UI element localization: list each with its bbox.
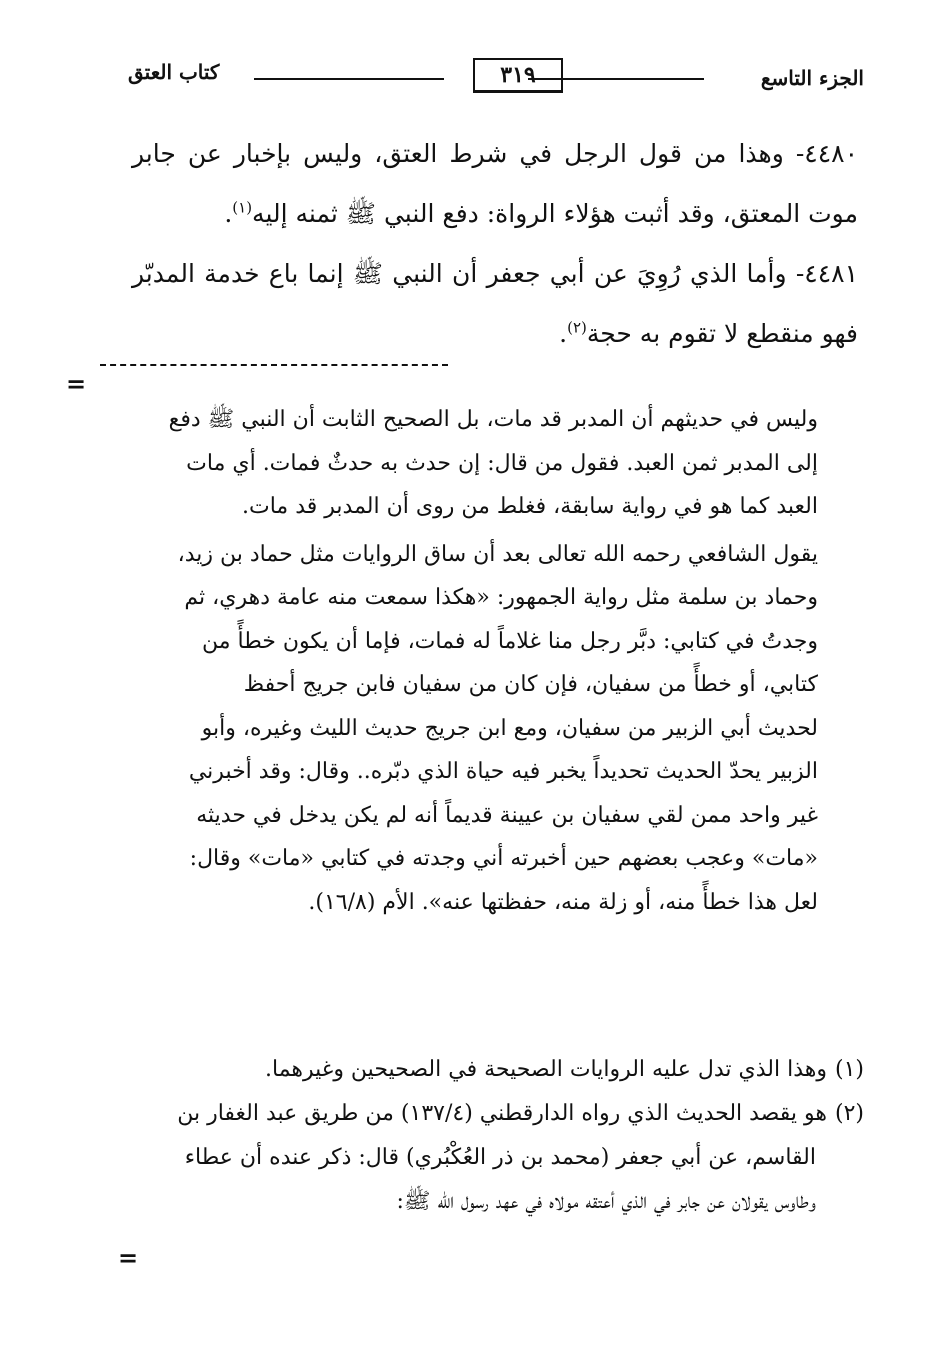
footnote-text: هو يقصد الحديث الذي رواه الدارقطني (١٣٧/٤) من طريق عبد الغفار بن — [177, 1101, 827, 1126]
header-part: الجزء التاسع — [760, 66, 864, 90]
running-header — [128, 48, 864, 92]
footnote-1 — [120, 1048, 864, 1092]
footnote-number: (٢) — [834, 1101, 864, 1126]
paragraph-end: . — [559, 319, 568, 348]
paragraph-end: . — [224, 199, 233, 228]
continuation-marker-top: = — [66, 369, 87, 398]
footnote-separator — [100, 364, 448, 366]
text-line: «مات» وعجب بعضهم حين أخبرته أني وجدته في كتابي «مات» وقال: — [189, 846, 818, 871]
paragraph-4480 — [132, 124, 858, 244]
text-line: كتابي، أو خطأً من سفيان، فإن كان من سفيان فابن جريج أحفظ — [243, 672, 818, 697]
footnote-continuation — [130, 398, 818, 924]
header-rule-left — [254, 78, 444, 80]
text-line: وحماد بن سلمة مثل رواية الجمهور: «هكذا سمعت منه عامة دهري، ثم — [184, 585, 818, 610]
footnotes — [120, 1048, 864, 1224]
footnote-line: وطاوس يقولان عن جابر في الذي أعتقه مولاه في عهد رسول الله ﷺ: — [396, 1189, 816, 1214]
footnote-ref-2[interactable]: (٢) — [567, 318, 587, 337]
text-line: يقول الشافعي رحمه الله تعالى بعد أن ساق الروايات مثل حماد بن زيد، — [177, 541, 818, 567]
footnote-text: وهذا الذي تدل عليه الروايات الصحيحة في الصحيحين وغيرهما. — [265, 1057, 827, 1082]
continuation-marker-bottom: = — [118, 1243, 139, 1272]
footnote-line: القاسم، عن أبي جعفر (محمد بن ذر العُكْبُري) قال: ذكر عنده أن عطاء — [184, 1145, 816, 1170]
page-number: ٣١٩ — [473, 58, 563, 93]
footnote-2 — [120, 1092, 864, 1224]
paragraph-4481 — [132, 244, 858, 364]
header-book-title: كتاب العتق — [128, 60, 220, 84]
footnote-ref-1[interactable]: (١) — [232, 198, 253, 217]
main-text — [132, 124, 858, 364]
footnote-number: (١) — [834, 1057, 864, 1082]
paragraph-text: ٤٤٨٠- وهذا من قول الرجل في شرط العتق، وليس بإخبار عن جابر موت المعتق، وقد أثبت هؤلاء الرواة: دفع النبي ﷺ ثمنه إليه — [132, 139, 858, 228]
text-line: إلى المدبر ثمن العبد. فقول من قال: إن حدث به حدثٌ فمات. أي مات — [186, 450, 818, 476]
text-line: وليس في حديثهم أن المدبر قد مات، بل الصحيح الثابت أن النبي ﷺ دفع — [168, 407, 818, 432]
text-line: العبد كما هو في رواية سابقة، فغلط من روى أن المدبر قد مات. — [242, 494, 818, 519]
text-line: الزبير يحدّ الحديث تحديداً يخبر فيه حياة الذي دبّره.. وقال: وقد أخبرني — [188, 759, 818, 784]
text-line: لحديث أبي الزبير من سفيان، ومع ابن جريج حديث الليث وغيره، وأبو — [201, 715, 818, 741]
text-line: غير واحد ممن لقي سفيان بن عيينة قديماً أنه لم يكن يدخل في حديثه — [196, 802, 818, 828]
text-line: وجدتُ في كتابي: دبَّر رجل منا غلاماً له فمات، فإما أن يكون خطأً من — [201, 628, 818, 654]
text-line: لعل هذا خطأً منه، أو زلة منه، حفظتها عنه». الأم (١٦/٨). — [308, 889, 818, 915]
paragraph-text: ٤٤٨١- وأما الذي رُوِيَ عن أبي جعفر أن النبي ﷺ إنما باع خدمة المدبّر فهو منقطع لا تقوم به حجة — [132, 259, 858, 348]
